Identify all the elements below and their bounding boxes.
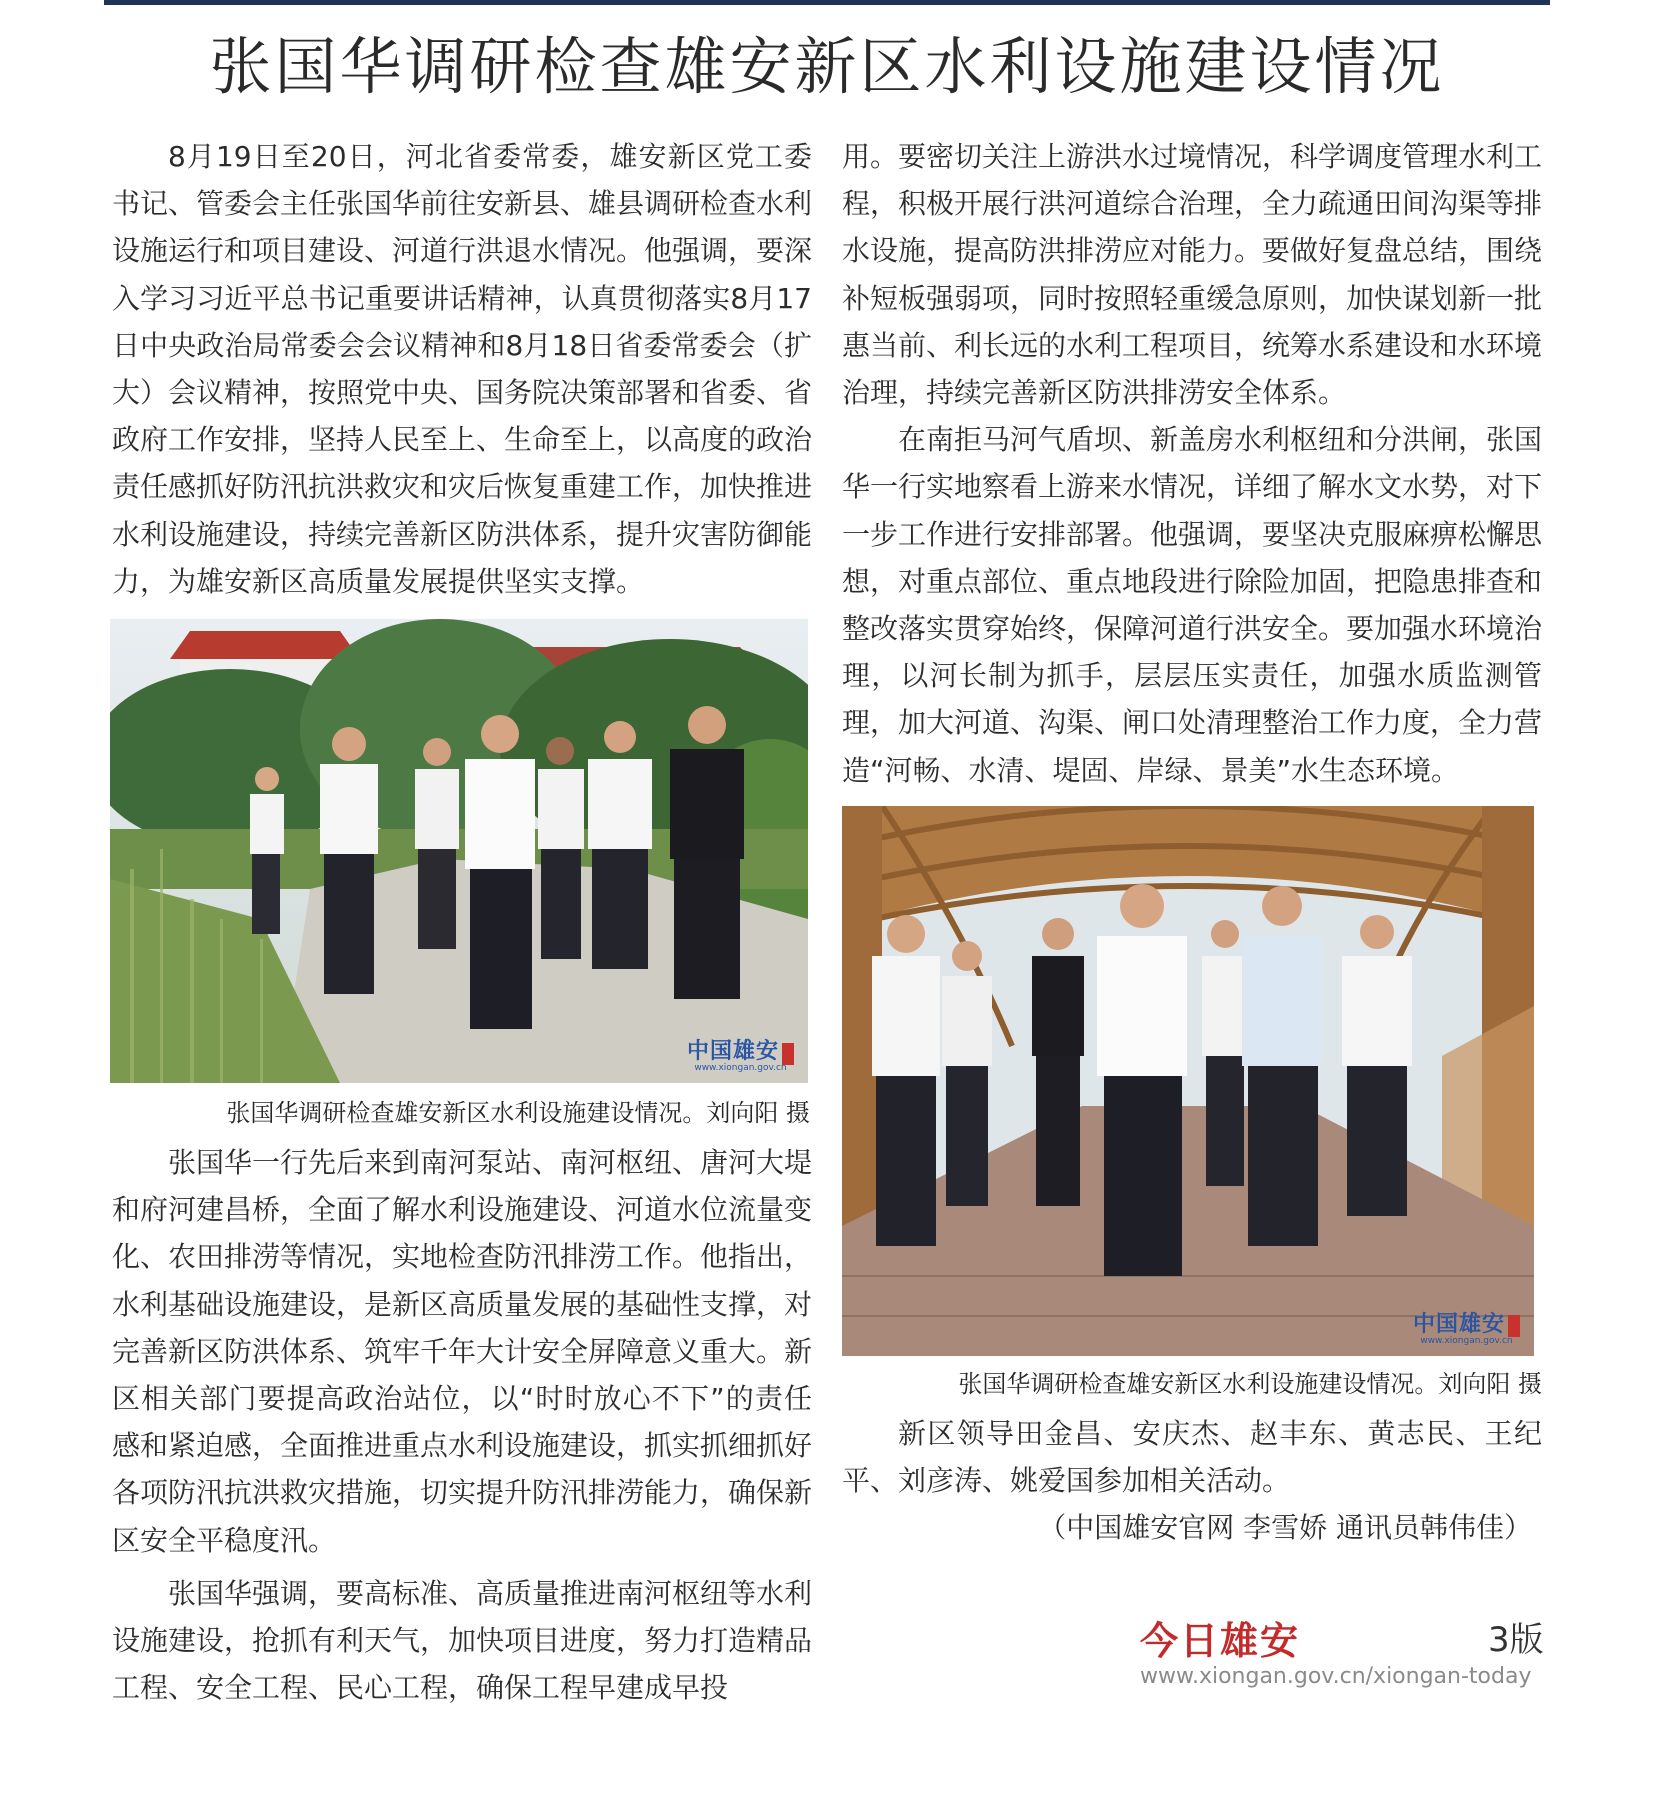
paragraph-3-continued: 用。要密切关注上游洪水过境情况，科学调度管理水利工程，积极开展行洪河道综合治理，全力疏通田间沟渠等排水设施，提高防洪排涝应对能力。要做好复盘总结，围绕补短板强弱项，同时按照轻重缓急原则，加快谋划新一批惠当前、利长远的水利工程项目，统筹水系建设和水环境治理，持续完善新区防洪排涝安全体系。 <box>842 140 1543 410</box>
photo-inspection-path <box>110 619 808 1083</box>
paragraph-5: 新区领导田金昌、安庆杰、赵丰东、黄志民、王纪平、刘彦涛、姚爱国参加相关活动。 <box>842 1416 1542 1498</box>
photo-caption-right: 张国华调研检查雄安新区水利设施建设情况。刘向阳 摄 <box>958 1369 1542 1398</box>
footer-page-number: 3版 <box>1488 1620 1544 1660</box>
photo-caption-left: 张国华调研检查雄安新区水利设施建设情况。刘向阳 摄 <box>226 1099 810 1128</box>
top-rule <box>104 0 1550 5</box>
left-column <box>112 133 812 1711</box>
photo-watermark <box>687 1034 794 1073</box>
paragraph-1: 8月19日至20日，河北省委常委，雄安新区党工委书记、管委会主任张国华前往安新县、雄县调研检查水利设施运行和项目建设、河道行洪退水情况。他强调，要深入学习习近平总书记重要讲话精神，认真贯彻落实8月17日中央政治局常委会会议精神和8月18日省委常委会（扩大）会议精神，按照党中央、国务院决策部署和省委、省政府工作安排，坚持人民至上、生命至上，以高度的政治责任感抓好防汛抗洪救灾和灾后恢复重建工作，加快推进水利设施建设，持续完善新区防洪体系，提升灾害防御能力，为雄安新区高质量发展提供坚实支撑。 <box>112 140 813 598</box>
paragraph-2: 张国华一行先后来到南河泵站、南河枢纽、唐河大堤和府河建昌桥，全面了解水利设施建设、河道水位流量变化、农田排涝等情况，实地检查防汛排涝工作。他指出，水利基础设施建设，是新区高质量发展的基础性支撑，对完善新区防洪体系、筑牢千年大计安全屏障意义重大。新区相关部门要提高政治站位，以“时时放心不下”的责任感和紧迫感，全面推进重点水利设施建设，抓实抓细抓好各项防汛抗洪救灾措施，切实提升防汛排涝能力，确保新区安全平稳度汛。 <box>112 1146 813 1557</box>
watermark-logo-right: 中国雄安 <box>1412 1310 1505 1337</box>
footer-brand-logo: 今日雄安 <box>1140 1618 1301 1663</box>
footer-url[interactable]: www.xiongan.gov.cn/xiongan-today <box>1140 1664 1532 1689</box>
watermark-seal-right <box>1508 1315 1520 1337</box>
watermark-seal <box>782 1043 794 1065</box>
photo-watermark-right <box>1413 1307 1520 1346</box>
paragraph-3: 张国华强调，要高标准、高质量推进南河枢纽等水利设施建设，抢抓有利天气，加快项目进度，努力打造精品工程、安全工程、民心工程，确保工程早建成早投 <box>112 1576 813 1705</box>
article-credit: （中国雄安官网 李雪娇 通讯员韩伟佳） <box>1038 1511 1532 1545</box>
watermark-url: www.xiongan.gov.cn <box>694 1063 787 1074</box>
photo-illustration <box>110 619 808 1083</box>
watermark-logo: 中国雄安 <box>686 1038 779 1065</box>
photo-corridor-walk <box>842 806 1534 1356</box>
watermark-url-right: www.xiongan.gov.cn <box>1420 1335 1513 1346</box>
right-column <box>842 133 1542 1551</box>
paragraph-4: 在南拒马河气盾坝、新盖房水利枢纽和分洪闸，张国华一行实地察看上游来水情况，详细了解水文水势，对下一步工作进行安排部署。他强调，要坚决克服麻痹松懈思想，对重点部位、重点地段进行除险加固，把隐患排查和整改落实贯穿始终，保障河道行洪安全。要加强水环境治理，以河长制为抓手，层层压实责任，加强水质监测管理，加大河道、沟渠、闸口处清理整治工作力度，全力营造“河畅、水清、堤固、岸绿、景美”水生态环境。 <box>842 423 1543 787</box>
page-title: 张国华调研检查雄安新区水利设施建设情况 <box>209 30 1445 103</box>
photo-illustration-corridor <box>842 806 1534 1356</box>
